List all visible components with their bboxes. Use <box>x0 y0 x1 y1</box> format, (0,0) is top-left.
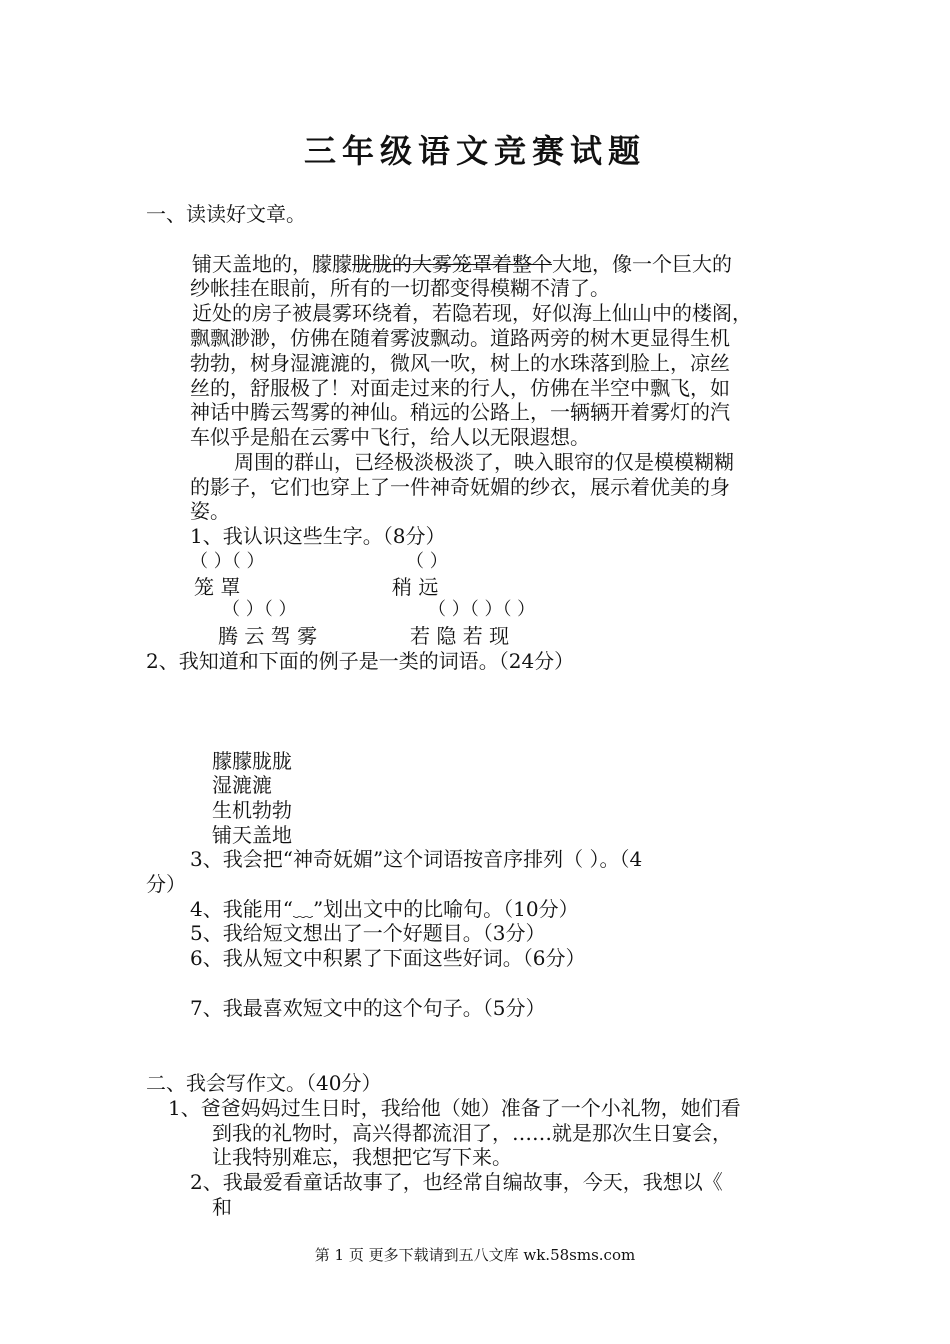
target-characters: 笼 罩 <box>194 575 241 599</box>
example-word: 朦朦胧胧 <box>212 749 292 773</box>
essay-prompt-1: 1、爸爸妈妈过生日时，我给他（她）准备了一个小礼物，她们看 <box>168 1096 741 1120</box>
question-1: 1、我认识这些生字。（8分） <box>190 524 446 548</box>
passage-line: 飘飘渺渺，仿佛在随着雾波飘动。道路两旁的树木更显得生机 <box>190 326 730 350</box>
passage-text: 铺天盖地的，朦朦 <box>192 252 352 276</box>
target-characters: 若 隐 若 现 <box>410 624 510 648</box>
pinyin-blanks: （ ）（ ） <box>222 599 297 620</box>
essay-prompt-1-continued: 到我的礼物时，高兴得都流泪了，……就是那次生日宴会， <box>212 1121 732 1145</box>
strikethrough-text: 胧胧的大雾笼罩着整个 <box>352 252 552 276</box>
question-5: 5、我给短文想出了一个好题目。（3分） <box>190 921 546 945</box>
page-title: 三年级语文竞赛试题 <box>303 132 646 170</box>
section1-heading: 一、读读好文章。 <box>146 202 306 226</box>
question-4: 4、我能用“﹏”划出文中的比喻句。（10分） <box>190 897 579 921</box>
essay-prompt-2-continued: 和 <box>212 1195 232 1219</box>
pinyin-blanks: （ ） <box>406 551 448 572</box>
passage-line: 勃勃，树身湿漉漉的，微风一吹，树上的水珠落到脸上，凉丝 <box>190 351 730 375</box>
example-word: 湿漉漉 <box>212 773 272 797</box>
passage-line: 纱帐挂在眼前，所有的一切都变得模糊不清了。 <box>190 276 610 300</box>
question-7: 7、我最喜欢短文中的这个句子。（5分） <box>190 996 546 1020</box>
target-characters: 腾 云 驾 雾 <box>218 624 318 648</box>
example-word: 生机勃勃 <box>212 798 292 822</box>
essay-prompt-1-continued: 让我特别难忘，我想把它写下来。 <box>212 1145 512 1169</box>
pinyin-blanks: （ ）（ ）（ ） <box>428 599 536 620</box>
essay-prompt-2: 2、我最爱看童话故事了，也经常自编故事，今天，我想以《 <box>190 1170 723 1194</box>
passage-line: 神话中腾云驾雾的神仙。稍远的公路上，一辆辆开着雾灯的汽 <box>190 400 730 424</box>
passage-line: 近处的房子被晨雾环绕着，若隐若现，好似海上仙山中的楼阁， <box>192 301 752 325</box>
section2-heading: 二、我会写作文。（40分） <box>146 1071 382 1095</box>
pinyin-blanks: （ ）（ ） <box>190 551 265 572</box>
passage-line: 姿。 <box>190 499 230 523</box>
passage-line: 车似乎是船在云雾中飞行，给人以无限遐想。 <box>190 425 590 449</box>
example-word: 铺天盖地 <box>212 823 292 847</box>
passage-line: 的影子，它们也穿上了一件神奇妩媚的纱衣，展示着优美的身 <box>190 475 730 499</box>
question-3-continued: 分） <box>146 872 186 896</box>
page-footer: 第 1 页 更多下载请到五八文库 wk.58sms.com <box>314 1246 636 1264</box>
passage-line <box>192 252 732 276</box>
question-6: 6、我从短文中积累了下面这些好词。（6分） <box>190 946 586 970</box>
question-3: 3、我会把“神奇妩媚”这个词语按音序排列（ ）。（4 <box>190 847 643 871</box>
passage-line: 周围的群山，已经极淡极淡了，映入眼帘的仅是模模糊糊 <box>234 450 734 474</box>
passage-text: 大地，像一个巨大的 <box>552 252 732 276</box>
question-2: 2、我知道和下面的例子是一类的词语。（24分） <box>146 649 575 673</box>
target-characters: 稍 远 <box>392 575 439 599</box>
passage-line: 丝的，舒服极了！对面走过来的行人，仿佛在半空中飘飞，如 <box>190 376 730 400</box>
